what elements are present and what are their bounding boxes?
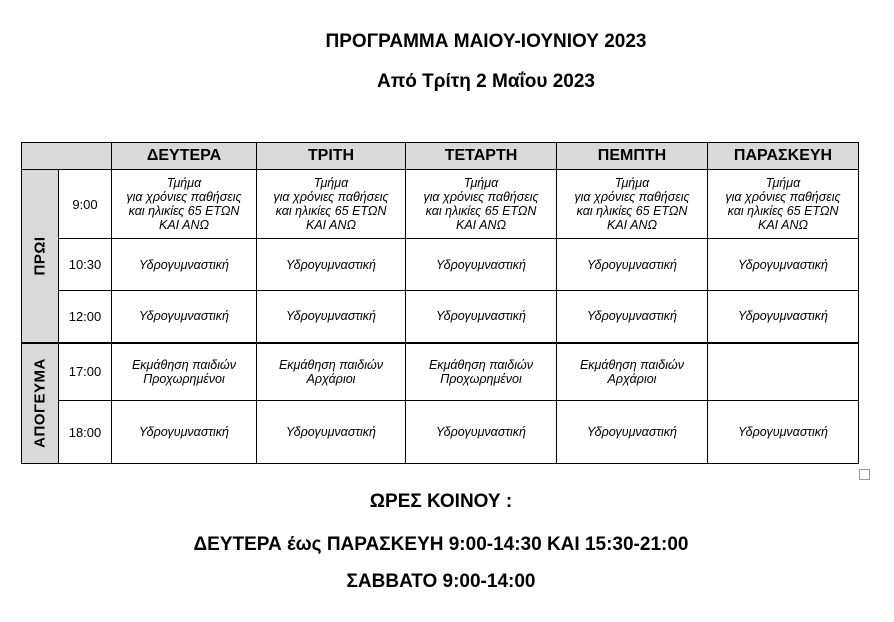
section-label-afternoon: [22, 343, 59, 464]
schedule-cell: [557, 239, 708, 291]
day-header-row: [22, 143, 859, 170]
section-label-text: ΠΡΩΙ: [31, 236, 49, 276]
activity-text: Εκμάθηση παιδιών: [131, 357, 237, 372]
schedule-cell: [112, 291, 257, 343]
activity-text: ΚΑΙ ΑΝΩ: [606, 218, 658, 232]
activity-text: για χρόνιες παθήσεις: [725, 190, 841, 204]
page-title: ΠΡΟΓΡΑΜΜΑ ΜΑΙΟΥ-ΙΟΥΝΙΟΥ 2023: [325, 31, 647, 52]
activity-text: Υδρογυμναστική: [435, 425, 526, 439]
public-hours-weekdays: ΔΕΥΤΕΡΑ έως ΠΑΡΑΣΚΕΥΗ 9:00-14:30 ΚΑΙ 15:30-21:00: [193, 534, 689, 555]
schedule-cell: [557, 291, 708, 343]
schedule-cell: [112, 239, 257, 291]
schedule-cell: [112, 401, 257, 464]
schedule-cell: [112, 343, 257, 401]
activity-text: ΚΑΙ ΑΝΩ: [158, 218, 210, 232]
public-hours-saturday: ΣΑΒΒΑΤΟ 9:00-14:00: [346, 571, 536, 592]
activity-text: και ηλικίες 65 ΕΤΩΝ: [425, 204, 537, 218]
activity-text: Αρχάριοι: [607, 371, 657, 386]
activity-text: Υδρογυμναστική: [586, 309, 677, 324]
schedule-table: [21, 142, 859, 464]
schedule-cell: [406, 291, 557, 343]
activity-text: Εκμάθηση παιδιών: [278, 357, 384, 372]
activity-text: Τμήμα: [614, 176, 650, 190]
activity-text: και ηλικίες 65 ΕΤΩΝ: [576, 204, 688, 218]
activity-text: Αρχάριοι: [306, 371, 356, 386]
activity-text: Υδρογυμναστική: [138, 309, 229, 324]
activity-text: Υδρογυμναστική: [737, 309, 828, 324]
activity-text: Υδρογυμναστική: [737, 257, 828, 272]
schedule-row: [22, 343, 859, 401]
time-slot: 17:00: [59, 343, 112, 401]
schedule-cell: [557, 170, 708, 239]
time-slot: 12:00: [59, 291, 112, 343]
activity-text: Υδρογυμναστική: [586, 425, 677, 439]
schedule-cell: [112, 170, 257, 239]
schedule-cell: [708, 291, 859, 343]
activity-text: για χρόνιες παθήσεις: [126, 190, 242, 204]
activity-text: Προχωρημένοι: [143, 371, 225, 386]
activity-text: και ηλικίες 65 ΕΤΩΝ: [727, 204, 839, 218]
activity-text: ΚΑΙ ΑΝΩ: [757, 218, 809, 232]
activity-text: Προχωρημένοι: [440, 371, 522, 386]
schedule-cell: [257, 291, 406, 343]
schedule-row: [22, 239, 859, 291]
day-header-thursday: ΠΕΜΠΤΗ: [557, 143, 708, 170]
activity-text: Υδρογυμναστική: [285, 309, 376, 324]
day-header-wednesday: ΤΕΤΑΡΤΗ: [406, 143, 557, 170]
schedule-cell: [257, 239, 406, 291]
day-header-monday: ΔΕΥΤΕΡΑ: [112, 143, 257, 170]
schedule-cell: [406, 170, 557, 239]
schedule-cell: [406, 343, 557, 401]
schedule-row: [22, 401, 859, 464]
activity-text: Υδρογυμναστική: [435, 257, 526, 272]
section-label-morning: [22, 170, 59, 343]
schedule-row: [22, 170, 859, 239]
schedule-cell: [708, 401, 859, 464]
activity-text: Τμήμα: [313, 176, 349, 190]
activity-text: για χρόνιες παθήσεις: [423, 190, 539, 204]
activity-text: Εκμάθηση παιδιών: [579, 357, 685, 372]
time-slot: 9:00: [59, 170, 112, 239]
day-header-tuesday: ΤΡΙΤΗ: [257, 143, 406, 170]
schedule-cell: [406, 239, 557, 291]
schedule-cell: [557, 401, 708, 464]
schedule-cell: [406, 401, 557, 464]
activity-text: για χρόνιες παθήσεις: [273, 190, 389, 204]
time-slot: 18:00: [59, 401, 112, 464]
page-subtitle: Από Τρίτη 2 Μαΐου 2023: [377, 71, 595, 92]
schedule-cell: [257, 343, 406, 401]
day-header-friday: ΠΑΡΑΣΚΕΥΗ: [708, 143, 859, 170]
activity-text: για χρόνιες παθήσεις: [574, 190, 690, 204]
time-slot: 10:30: [59, 239, 112, 291]
activity-text: Υδρογυμναστική: [586, 257, 677, 272]
activity-text: Τμήμα: [765, 176, 801, 190]
public-hours-heading: ΩΡΕΣ ΚΟΙΝΟΥ :: [369, 491, 513, 512]
table-resize-handle[interactable]: [859, 469, 870, 480]
activity-text: ΚΑΙ ΑΝΩ: [305, 218, 357, 232]
activity-text: και ηλικίες 65 ΕΤΩΝ: [275, 204, 387, 218]
activity-text: Υδρογυμναστική: [737, 425, 828, 439]
activity-text: Υδρογυμναστική: [285, 425, 376, 439]
schedule-cell: [708, 170, 859, 239]
section-label-text: ΑΠΟΓΕΥΜΑ: [31, 358, 49, 449]
activity-text: Υδρογυμναστική: [435, 309, 526, 324]
activity-text: ΚΑΙ ΑΝΩ: [455, 218, 507, 232]
activity-text: Εκμάθηση παιδιών: [428, 357, 534, 372]
activity-text: Τμήμα: [463, 176, 499, 190]
activity-text: Υδρογυμναστική: [138, 257, 229, 272]
activity-text: Υδρογυμναστική: [285, 257, 376, 272]
schedule-cell: [257, 170, 406, 239]
activity-text: Τμήμα: [166, 176, 202, 190]
schedule-row: [22, 291, 859, 343]
schedule-cell: [257, 401, 406, 464]
schedule-cell: [557, 343, 708, 401]
schedule-cell: [708, 343, 859, 401]
activity-text: και ηλικίες 65 ΕΤΩΝ: [128, 204, 240, 218]
schedule-cell: [708, 239, 859, 291]
activity-text: Υδρογυμναστική: [138, 425, 229, 439]
header-corner: [22, 143, 112, 170]
